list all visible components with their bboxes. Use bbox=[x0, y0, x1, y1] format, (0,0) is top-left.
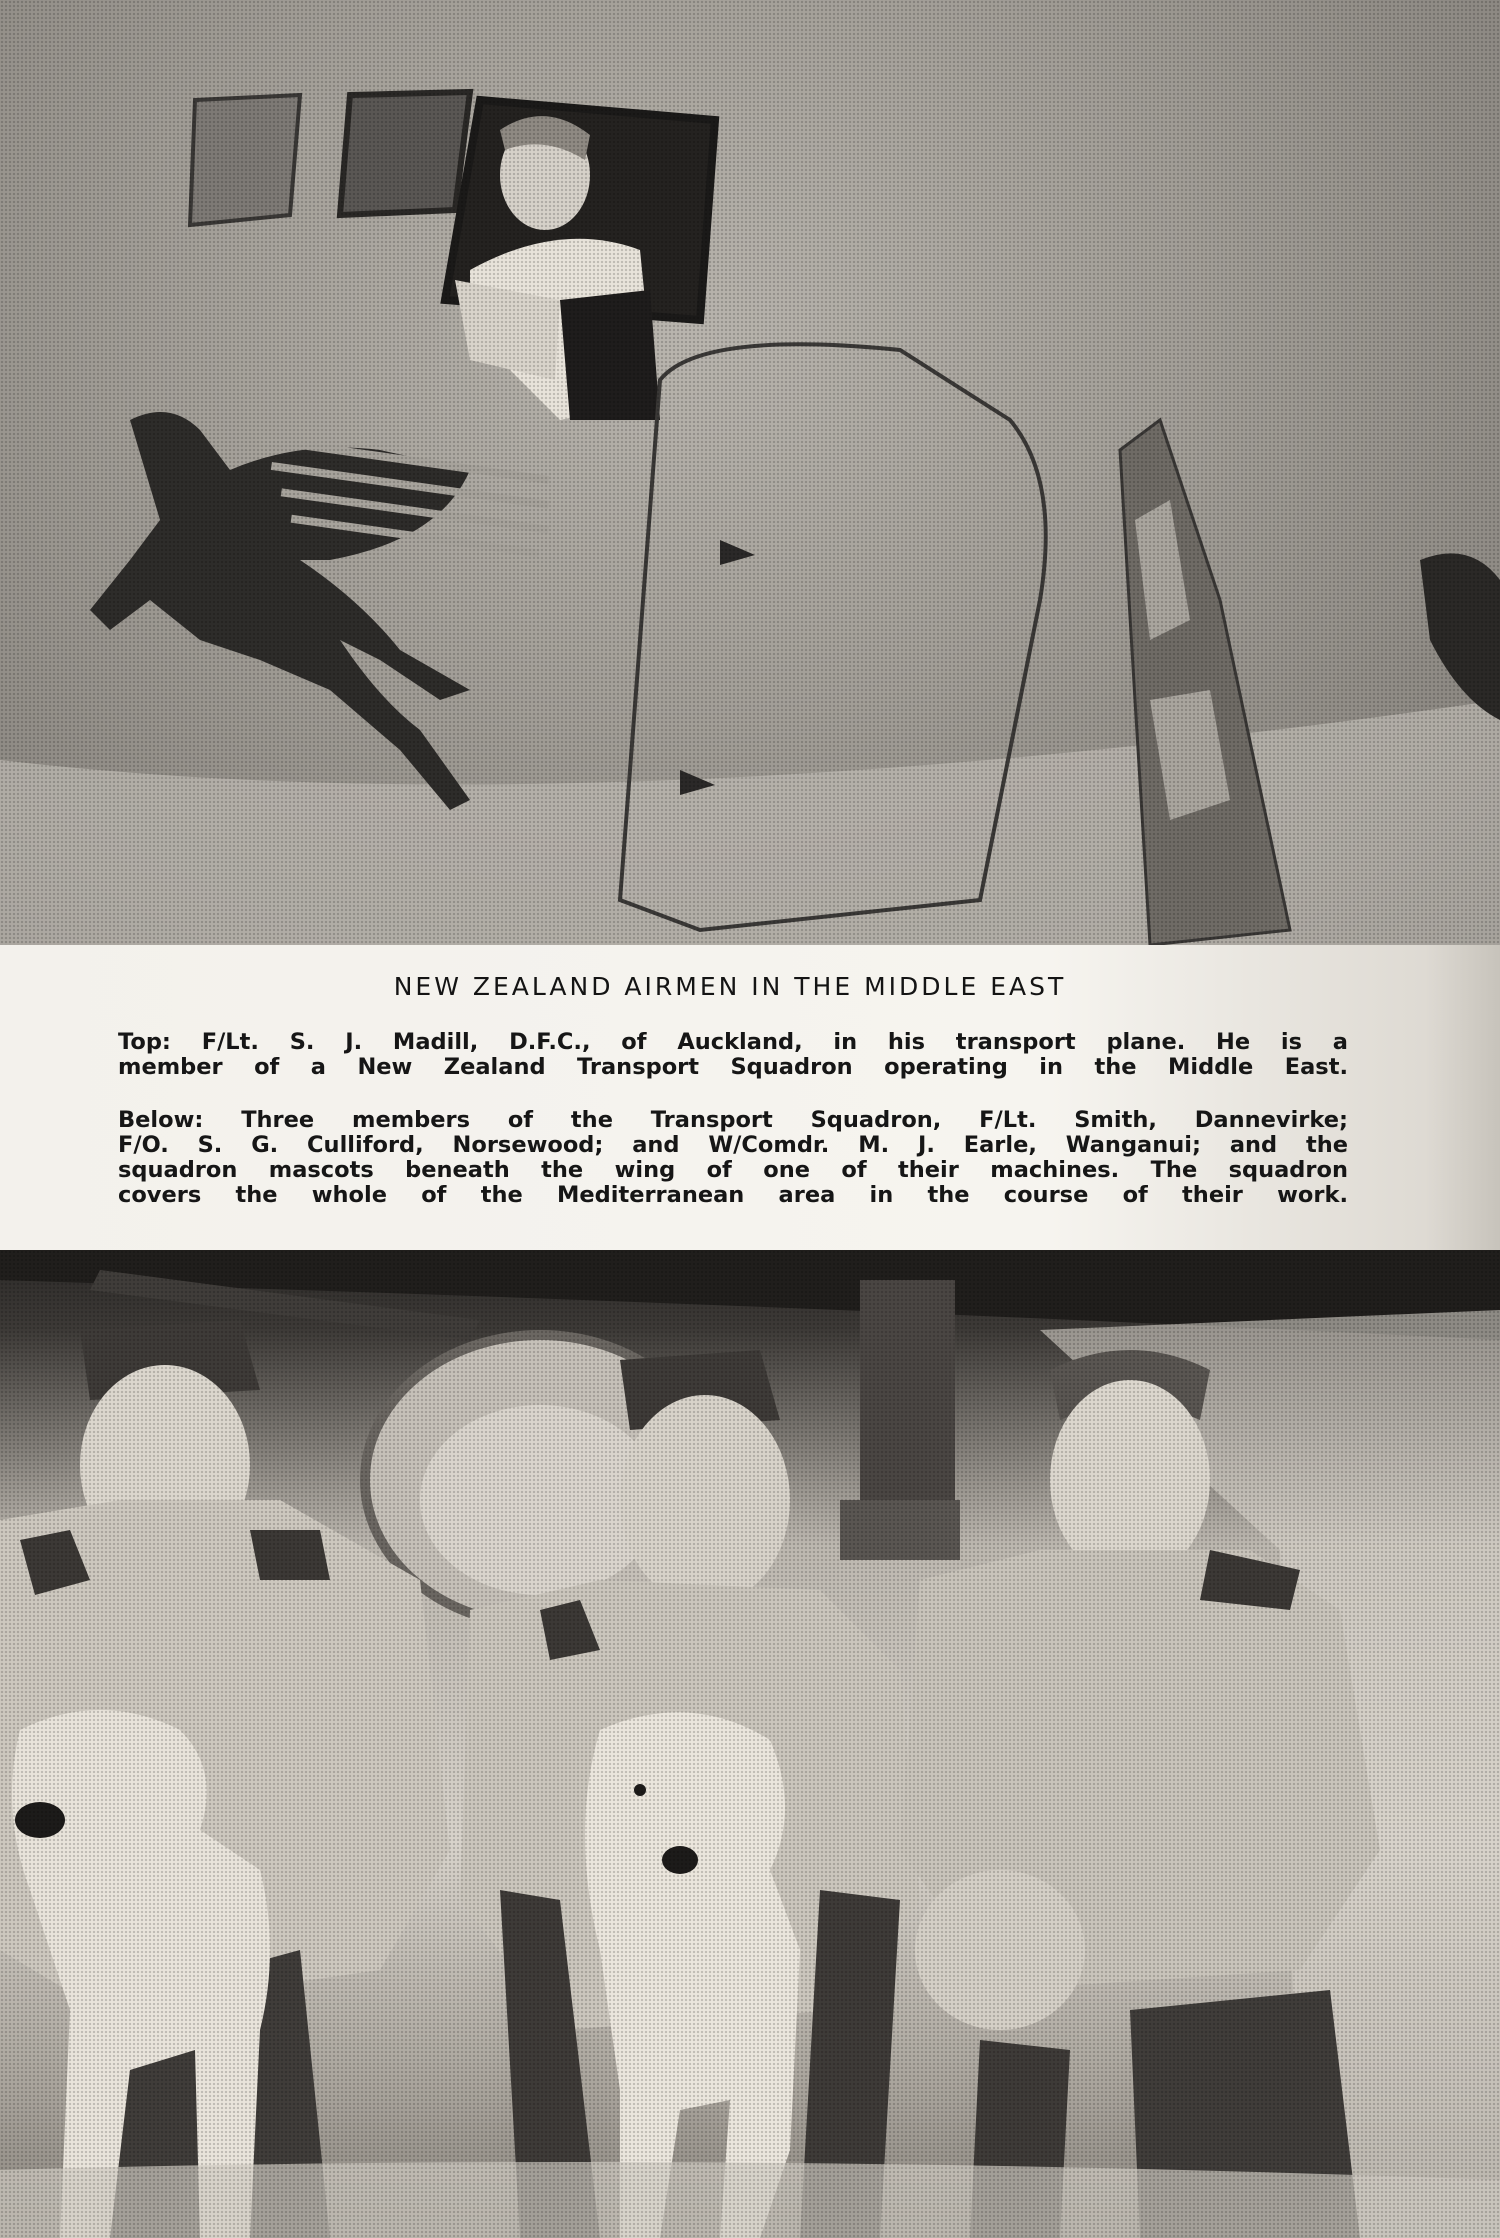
caption-below-line-1: Below: Three members of the Transport Squadron, F/Lt. Smith, Dannevirke; bbox=[118, 1107, 1348, 1133]
cockpit-window-mid bbox=[340, 92, 470, 215]
top-photo-illustration bbox=[0, 0, 1500, 945]
cockpit-window-left bbox=[190, 95, 300, 225]
caption-top-line-1: Top: F/Lt. S. J. Madill, D.F.C., of Auckland, in his transport plane. He is a bbox=[118, 1029, 1348, 1055]
top-photo bbox=[0, 0, 1500, 945]
caption-below-line-3: squadron mascots beneath the wing of one of their machines. The squadron bbox=[118, 1157, 1348, 1183]
caption-title: NEW ZEALAND AIRMEN IN THE MIDDLE EAST bbox=[393, 972, 1067, 1001]
caption-below-line-4: covers the whole of the Mediterranean area in the course of their work. bbox=[118, 1182, 1348, 1208]
caption-top-line-2: member of a New Zealand Transport Squadron operating in the Middle East. bbox=[118, 1054, 1348, 1080]
caption-top-paragraph bbox=[118, 1030, 1348, 1080]
caption-below-paragraph bbox=[118, 1108, 1348, 1208]
propeller-blade bbox=[1120, 420, 1290, 945]
bottom-photo-illustration bbox=[0, 1250, 1500, 2238]
dog-middle bbox=[585, 1712, 800, 2238]
caption-below-line-2: F/O. S. G. Culliford, Norsewood; and W/Comdr. M. J. Earle, Wanganui; and the bbox=[118, 1132, 1348, 1158]
bottom-photo bbox=[0, 1250, 1500, 2238]
winged-horse-emblem bbox=[90, 412, 549, 810]
landing-gear-strut bbox=[860, 1280, 955, 1530]
